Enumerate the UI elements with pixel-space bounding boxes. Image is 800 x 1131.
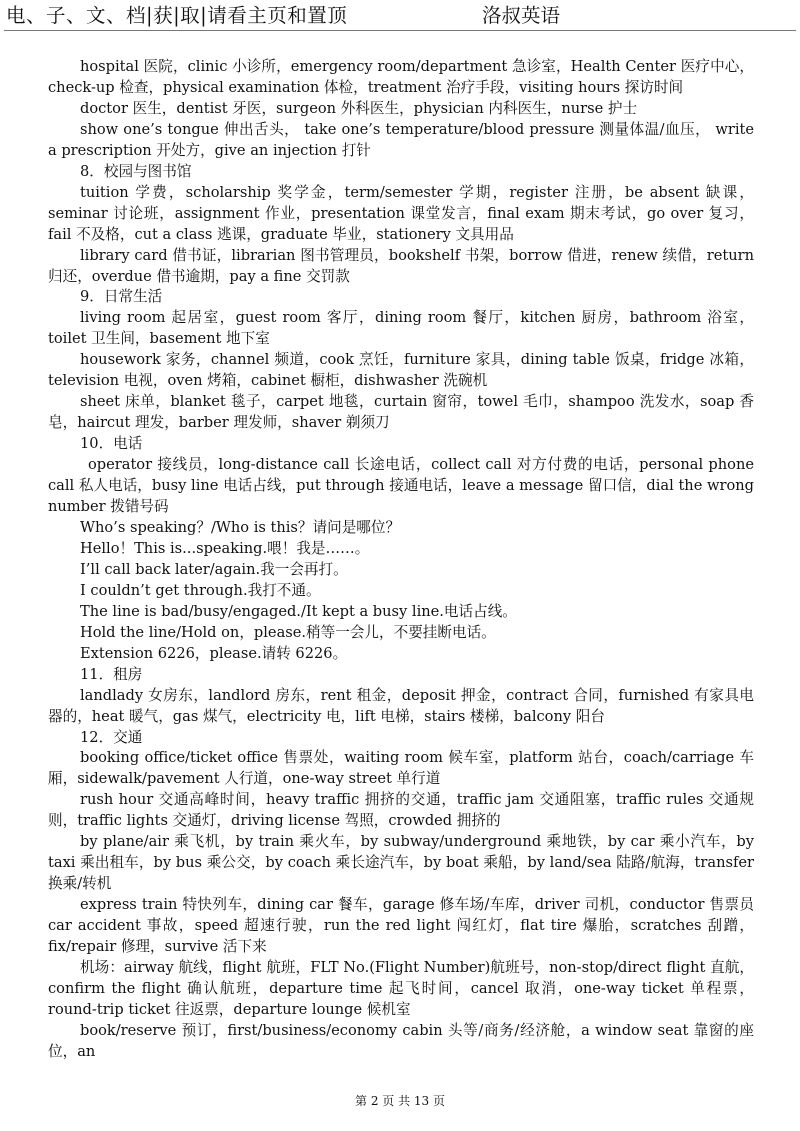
header-brand-text: 洛叔英语 xyxy=(482,4,561,27)
section-heading-renting: 11．租房 xyxy=(80,665,143,683)
paragraph-housework: housework 家务，channel 频道，cook 烹饪，furniture 家具，dining table 饭桌，fridge 冰箱，television 电视，oven 烤箱，cabinet 橱柜，dishwasher 洗碗机 xyxy=(48,351,754,390)
paragraph-renting: landlady 女房东，landlord 房东，rent 租金，deposit 押金，contract 合同，furnished 有家具电器的，heat 暖气，gas 煤气，electricity 电，lift 电梯，stairs 楼梯，balcony 阳台 xyxy=(48,686,754,725)
paragraph-rooms: living room 起居室，guest room 客厅，dining room 餐厅，kitchen 厨房，bathroom 浴室，toilet 卫生间，basement 地下室 xyxy=(48,309,754,348)
paragraph-household-items: sheet 床单，blanket 毯子，carpet 地毯，curtain 窗帘，towel 毛巾，shampoo 洗发水，soap 香皂，haircut 理发，barber 理发师，shaver 剃须刀 xyxy=(48,393,754,432)
page-footer xyxy=(0,1092,800,1109)
header-promo-text: 电、子、文、档|获|取|请看主页和置顶 xyxy=(6,4,348,27)
paragraph-campus: tuition 学费，scholarship 奖学金，term/semester 学期，register 注册，be absent 缺课，seminar 讨论班，assignment 作业，presentation 课堂发言，final exam 期末考试，go over 复习，fail 不及格，cut a class 逃课，graduate 毕业，stationery 文具用品 xyxy=(48,183,754,243)
phrase-line: Hold the line/Hold on，please.稍等一会儿，不要挂断电话。 xyxy=(80,623,496,641)
page-number: 第 2 页 共 13 页 xyxy=(355,1094,445,1108)
paragraph-travel-modes: by plane/air 乘飞机，by train 乘火车，by subway/underground 乘地铁，by car 乘小汽车，by taxi 乘出租车，by bus 乘公交，by coach 乘长途汽车，by boat 乘船，by land/sea 陆路/航海，transfer 换乘/转机 xyxy=(48,833,754,893)
paragraph-traffic: rush hour 交通高峰时间，heavy traffic 拥挤的交通，traffic jam 交通阻塞，traffic rules 交通规则，traffic lights 交通灯，driving license 驾照，crowded 拥挤的 xyxy=(48,791,754,830)
section-heading-telephone: 10．电话 xyxy=(80,435,143,453)
section-heading-daily-life: 9．日常生活 xyxy=(80,288,163,306)
phrase-line: I’ll call back later/again.我一会再打。 xyxy=(80,560,348,578)
phrase-line: The line is bad/busy/engaged./It kept a busy line.电话占线。 xyxy=(80,602,517,620)
phrase-line: Hello！This is...speaking.喂！我是……。 xyxy=(80,539,370,557)
paragraph-hospital: hospital 医院，clinic 小诊所，emergency room/department 急诊室，Health Center 医疗中心，check-up 检查，physical examination 体检，treatment 治疗手段，visiting hours 探访时间 xyxy=(48,58,754,96)
paragraph-airport: 机场：airway 航线，flight 航班，FLT No.(Flight Number)航班号，non-stop/direct flight 直航，confirm the flight 确认航班，departure time 起飞时间，cancel 取消，one-way ticket 单程票，round-trip ticket 往返票，departure lounge 候机室 xyxy=(48,958,754,1018)
page-header xyxy=(4,0,796,31)
paragraph-library: library card 借书证，librarian 图书管理员，bookshelf 书架，borrow 借进，renew 续借，return 归还，overdue 借书逾期，pay a fine 交罚款 xyxy=(48,246,754,285)
phrase-line: I couldn’t get through.我打不通。 xyxy=(80,581,321,599)
section-heading-transport: 12．交通 xyxy=(80,728,143,746)
document-body xyxy=(48,57,769,1063)
paragraph-vehicles: express train 特快列车，dining car 餐车，garage 修车场/车库，driver 司机，conductor 售票员 car accident 事故，speed 超速行驶，run the red light 闯红灯，flat tire 爆胎，scratches 刮蹭，fix/repair 修理，survive 活下来 xyxy=(48,896,769,956)
section-heading-campus: 8．校园与图书馆 xyxy=(80,162,192,180)
paragraph-booking: book/reserve 预订，first/business/economy cabin 头等/商务/经济舱，a window seat 靠窗的座位，an xyxy=(48,1021,754,1060)
paragraph-stations: booking office/ticket office 售票处，waiting room 候车室，platform 站台，coach/carriage 车厢，sidewalk/pavement 人行道，one-way street 单行道 xyxy=(48,749,754,788)
paragraph-doctors: doctor 医生，dentist 牙医，surgeon 外科医生，physician 内科医生，nurse 护士 xyxy=(80,99,638,117)
phrase-line: Who’s speaking？/Who is this？请问是哪位？ xyxy=(80,518,401,536)
paragraph-treatment: show one’s tongue 伸出舌头， take one’s temperature/blood pressure 测量体温/血压， write a prescription 开处方，give an injection 打针 xyxy=(48,120,754,159)
phrase-line: Extension 6226，please.请转 6226。 xyxy=(80,644,348,662)
paragraph-telephone: operator 接线员，long-distance call 长途电话，collect call 对方付费的电话，personal phone call 私人电话，busy line 电话占线，put through 接通电话，leave a message 留口信，dial the wrong number 拨错号码 xyxy=(48,456,754,516)
